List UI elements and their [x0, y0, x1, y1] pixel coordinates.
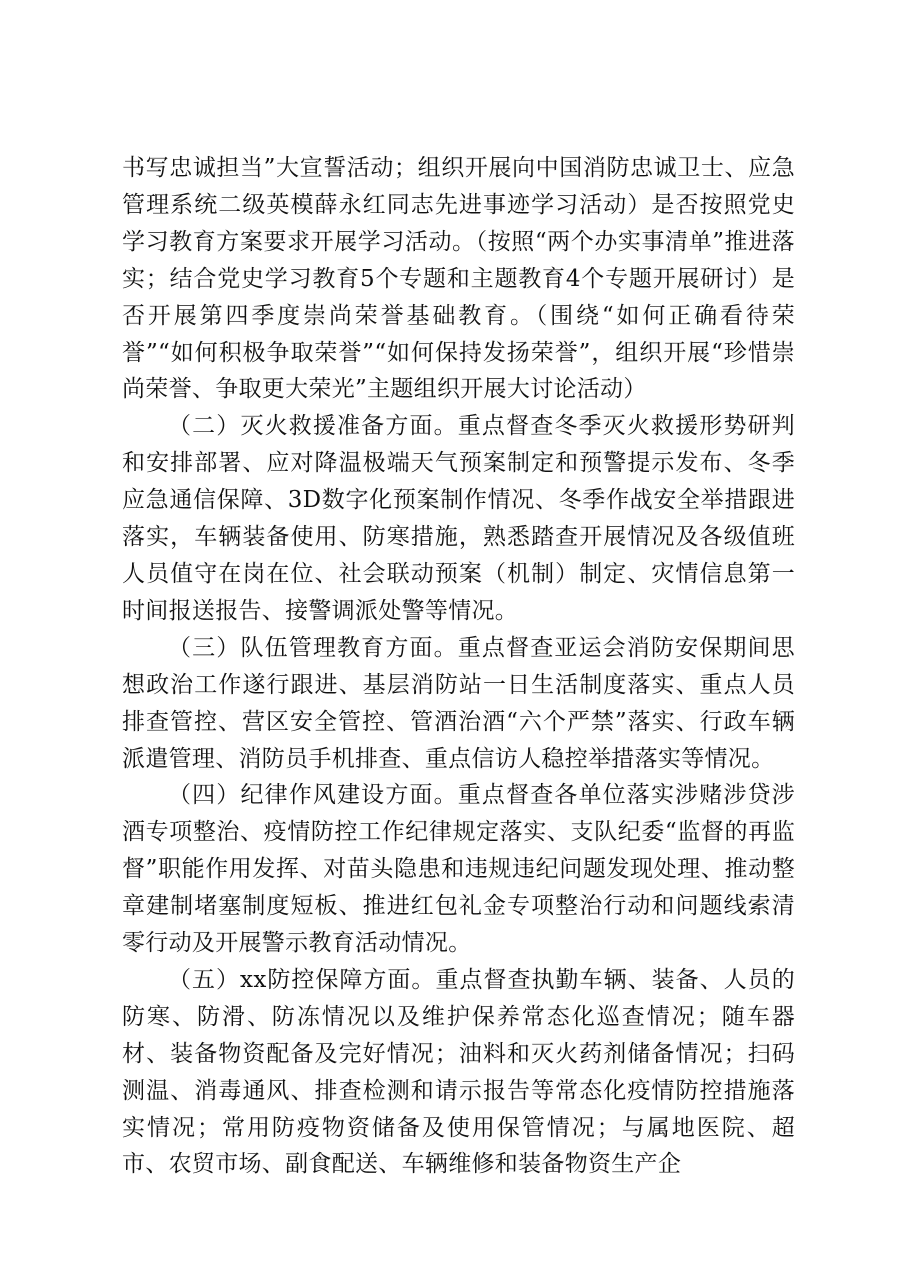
paragraph-continuation: 书写忠诚担当”大宣誓活动；组织开展向中国消防忠诚卫士、应急管理系统二级英模薛永红同志先进事迹学习活动）是否按照党史学习教育方案要求开展学习活动。（按照“两个办实事清单”推进落实；结合党史学习教育5个专题和主题教育4个专题开展研讨）是否开展第四季度崇尚荣誉基础教育。（围绕“如何正确看待荣誉”“如何积极争取荣誉”“如何保持发扬荣誉”，组织开展“珍惜崇尚荣誉、争取更大荣光”主题组织开展大讨论活动） [122, 155, 795, 403]
document-page [122, 150, 795, 1183]
paragraph-section-5: （五）xx防控保障方面。重点督查执勤车辆、装备、人员的防寒、防滑、防冻情况以及维护保养常态化巡查情况；随车器材、装备物资配备及完好情况；油料和灭火药剂储备情况；扫码测温、消毒通风、排查检测和请示报告等常态化疫情防控措施落实情况；常用防疫物资储备及使用保管情况；与属地医院、超市、农贸市场、副食配送、车辆维修和装备物资生产企 [122, 966, 795, 1178]
paragraph-section-2: （二）灭火救援准备方面。重点督查冬季灭火救援形势研判和安排部署、应对降温极端天气预案制定和预警提示发布、冬季应急通信保障、3D数字化预案制作情况、冬季作战安全举措跟进落实，车辆装备使用、防寒措施，熟悉踏查开展情况及各级值班人员值守在岗在位、社会联动预案（机制）制定、灾情信息第一时间报送报告、接警调派处警等情况。 [122, 413, 795, 624]
paragraph-section-4: （四）纪律作风建设方面。重点督查各单位落实涉赌涉贷涉酒专项整治、疫情防控工作纪律规定落实、支队纪委“监督的再监督”职能作用发挥、对苗头隐患和违规违纪问题发现处理、推动整章建制堵塞制度短板、推进红包礼金专项整治行动和问题线索清零行动及开展警示教育活动情况。 [122, 782, 795, 957]
paragraph-section-3: （三）队伍管理教育方面。重点督查亚运会消防安保期间思想政治工作遂行跟进、基层消防站一日生活制度落实、重点人员排查管控、营区安全管控、管酒治酒“六个严禁”落实、行政车辆派遣管理、消防员手机排查、重点信访人稳控举措落实等情况。 [122, 634, 795, 772]
